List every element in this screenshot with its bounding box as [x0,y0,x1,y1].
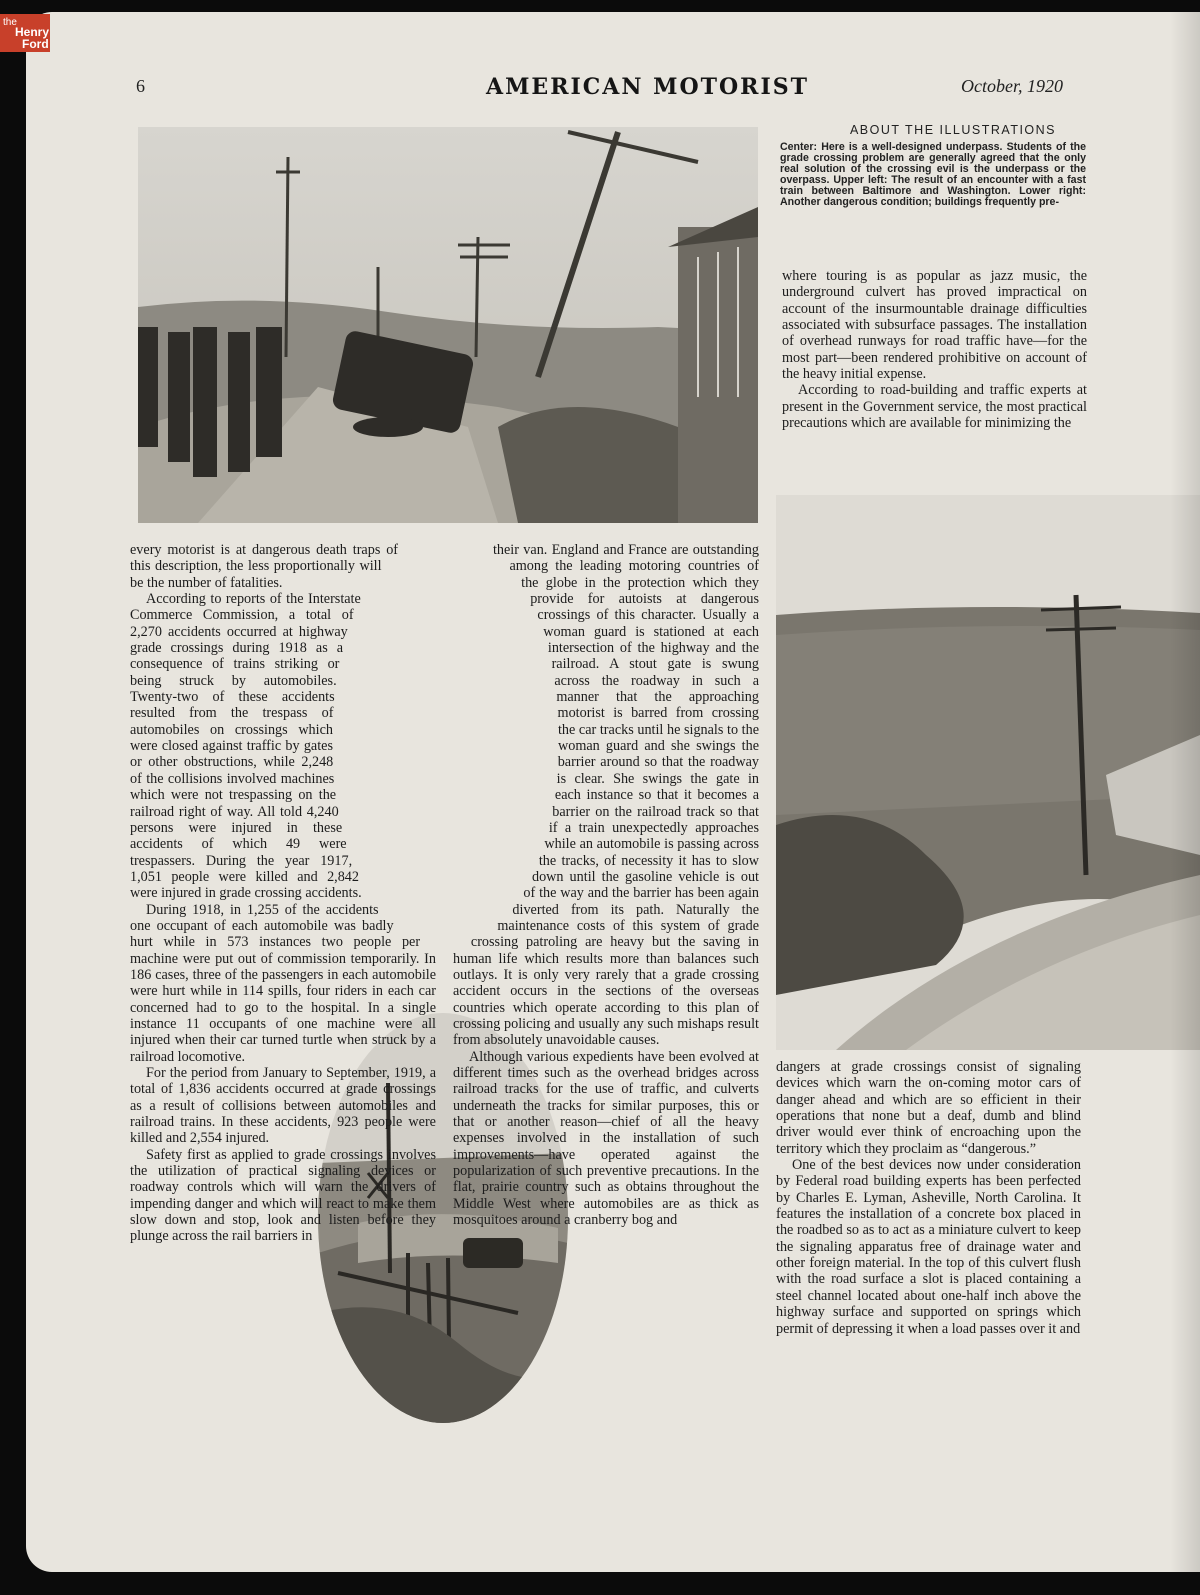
column-3-lower [776,1059,1081,1337]
paragraph: their van. England and France are outstanding among the leading motoring countries of the globe in the protection which they provide for autoists at dangerous crossings of this character. Usually a woman guard is stationed at each intersection of the highway and the railroad. A stout gate is swung across the roadway in such a manner that the approaching motorist is barred from crossing the car tracks until he signals to the woman guard and she swings the barrier around so that the roadway is clear. She swings the gate in each instance so that it becomes a barrier on the railroad track so that if a train unexpectedly approaches while an automobile is passing across the tracks, of necessity it has to slow down until the gasoline vehicle is out of the way and the barrier has been again diverted from its path. Naturally the maintenance costs of this system of grade crossing patroling are heavy but the saving in human life which results more than balances such outlays. It is only very rarely that a grade crossing accident occurs in the sections of the overseas countries which operate according to this plan of crossing policing and usually any such mishaps result from absolutely unavoidable causes. [453,542,759,1049]
paragraph: dangers at grade crossings consist of signaling devices which warn the on-coming motor cars of danger ahead and which are so efficient in their operations that none but a deaf, dumb and blind driver would ever think of encroaching upon the territory which they proclaim as “dangerous.” [776,1059,1081,1157]
masthead: AMERICAN MOTORIST [486,74,809,100]
logo-line-2: Henry [15,25,50,39]
column-3-upper [782,268,1087,431]
issue-date: October, 1920 [961,76,1063,96]
photo-embankment-road [776,495,1200,1050]
paragraph: During 1918, in 1,255 of the accidents one occupant of each automobile was badly hurt while in 573 instances two people per machine were put out of commission temporarily. In 186 cases, three of the passengers in each automobile were hurt while in 114 spills, four riders in each car concerned had to go to the hospital. In a single instance 11 occupants of one machine were all injured when their car turned turtle when struck by a railroad locomotive. [130,901,436,1065]
paragraph: For the period from January to September, 1919, a total of 1,836 accidents occurred at grade crossings as a result of collisions between automobiles and railroad trains. In these accidents, 923 people were killed and 2,554 injured. [130,1065,436,1147]
henry-ford-logo [0,14,50,52]
paragraph: According to road-building and traffic experts at present in the Government service, the most practical precautions which are available for minimizing the [782,382,1087,432]
logo-line-1: the [3,17,17,28]
paragraph: Although various expedients have been evolved at different times such as the overhead bridges across railroad tracks for the use of traffic, and culverts underneath the tracks for similar purposes, this or that or another reason—chief of all the heavy expenses involved in the installation of such improvements—have operated against the popularization of such preventive precautions. In the flat, prairie country such as obtains throughout the Middle West where automobiles are as thick as mosquitoes around a cranberry bog and [453,1048,759,1229]
paragraph: where touring is as popular as jazz music, the underground culvert has proved impractical on account of the insurmountable drainage difficulties associated with subsurface passages. The installation of overhead runways for road traffic have—for the most part—been rendered prohibitive on account of the heavy initial expense. [782,268,1087,383]
magazine-page [26,12,1200,1572]
caption-title: ABOUT THE ILLUSTRATIONS [849,123,1057,137]
illustration-caption: Center: Here is a well-designed underpass. Students of the grade crossing problem are generally agreed that the only real solution of the crossing evil is the underpass or the overpass. Upper left: The result of an encounter with a fast train between Baltimore and Washington. Lower right: Another dangerous condition; buildings frequently pre- [780,141,1086,209]
logo-line-3: Ford [22,37,49,51]
paragraph: Safety first as applied to grade crossings involves the utilization of practical signaling devices or roadway controls which will warn the drivers of impending danger and which will react to make them slow down and stop, look and listen before they plunge across the rail barriers in [130,1146,436,1245]
column-2 [453,542,759,1425]
photo-wrecked-car [138,127,758,523]
paragraph: One of the best devices now under consideration by Federal road building experts has been perfected by Charles E. Lyman, Asheville, North Carolina. It features the installation of a concrete box placed in the roadbed so as to act as a miniature culvert to keep the signaling apparatus free of drainage water and other foreign material. In the top of this culvert flush with the road surface a slot is placed containing a steel channel located about one-half inch above the highway surface and supported on springs which permit of depressing it when a load passes over it and [776,1157,1081,1337]
page-number: 6 [136,76,145,96]
paragraph: According to reports of the Interstate Commerce Commission, a total of 2,270 accidents occurred at highway grade crossings during 1918 as a consequence of trains striking or being struck by automobiles. Twenty-two of these accidents resulted from the trespass of automobiles on crossings which were closed against traffic by gates or other obstructions, while 2,248 of the collisions involved machines which were not trespassing on the railroad right of way. All told 4,240 persons were injured in these accidents of which 49 were trespassers. During the year 1917, 1,051 people were killed and 2,842 were injured in grade crossing accidents. [130,591,362,902]
column-1 [130,542,436,1425]
paragraph: every motorist is at dangerous death traps of this description, the less proportionally will be the number of fatalities. [130,542,399,591]
